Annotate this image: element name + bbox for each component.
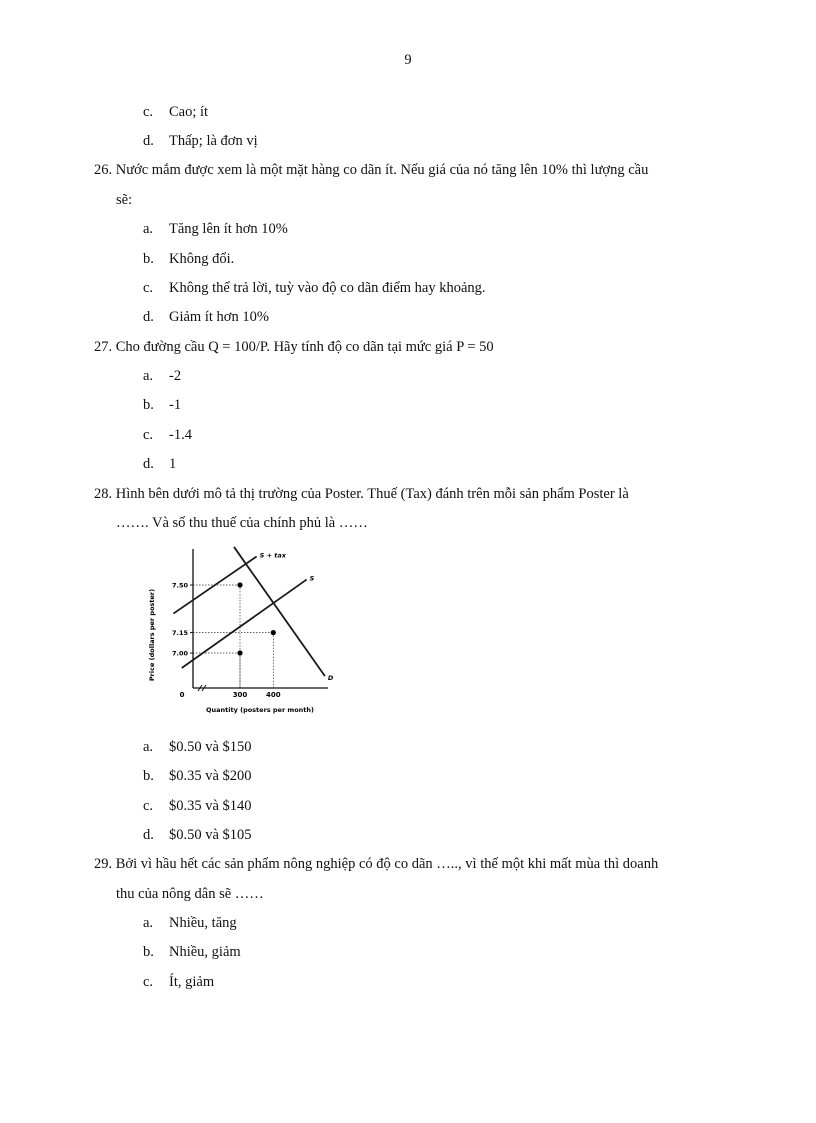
option-text: -1 <box>169 397 182 413</box>
option-text: -1.4 <box>169 427 192 443</box>
option-a <box>143 915 237 932</box>
option-text: Thấp; là đơn vị <box>169 133 258 149</box>
question-28-continued: ……. Và số thu thuế của chính phủ là …… <box>116 515 368 531</box>
equilibrium-point <box>237 582 242 587</box>
y-tick-label: 7.00 <box>171 649 188 658</box>
option-letter: d. <box>143 456 154 472</box>
option-c <box>143 798 252 815</box>
option-d <box>143 827 252 844</box>
option-text: $0.50 và $105 <box>169 827 252 843</box>
option-a <box>143 221 288 238</box>
x-tick-label: 400 <box>265 691 281 699</box>
option-text: Nhiều, tăng <box>169 915 237 931</box>
question-number: 27. <box>94 339 113 355</box>
question-number: 29. <box>94 856 113 872</box>
option-text: $0.35 và $200 <box>169 768 252 784</box>
option-a <box>143 368 181 385</box>
option-letter: c. <box>143 427 154 443</box>
question-29-continued: thu của nông dân sẽ …… <box>116 886 264 902</box>
equilibrium-point <box>271 630 276 635</box>
option-text: $0.50 và $150 <box>169 739 252 755</box>
question-number: 28. <box>94 486 113 502</box>
question-27 <box>94 339 494 356</box>
question-number: 26. <box>94 162 113 178</box>
equilibrium-point <box>237 650 242 655</box>
x-axis-label: Quantity (posters per month) <box>205 706 315 714</box>
y-tick-label: 7.15 <box>171 629 188 638</box>
series-label: S + tax <box>259 551 286 560</box>
option-letter: d. <box>143 309 154 325</box>
option-a <box>143 739 252 756</box>
option-letter: a. <box>143 915 154 931</box>
option-letter: a. <box>143 221 154 237</box>
question-28 <box>94 486 629 503</box>
origin-label: 0 <box>179 691 185 699</box>
series-label: D <box>327 674 334 683</box>
option-b <box>143 768 252 785</box>
option-c <box>143 280 486 297</box>
x-tick-label: 300 <box>232 691 248 699</box>
question-text: Nước mắm được xem là một mặt hàng co dãn ít. Nếu giá của nó tăng lên 10% thì lượng cầu <box>115 162 649 178</box>
poster-market-chart <box>140 545 340 720</box>
option-c <box>143 427 192 444</box>
page-number: 9 <box>404 52 412 68</box>
option-b <box>143 397 181 414</box>
y-tick-label: 7.50 <box>171 581 188 590</box>
option-letter: b. <box>143 397 154 413</box>
y-axis-label: Price (dollars per poster) <box>148 588 156 682</box>
question-text: Cho đường cầu Q = 100/P. Hãy tính độ co dãn tại mức giá P = 50 <box>115 339 494 355</box>
option-c <box>143 104 208 121</box>
option-text: Tăng lên ít hơn 10% <box>169 221 288 237</box>
option-text: $0.35 và $140 <box>169 798 252 814</box>
option-letter: c. <box>143 280 154 296</box>
option-letter: a. <box>143 739 154 755</box>
option-letter: d. <box>143 827 154 843</box>
question-text: Bởi vì hầu hết các sản phẩm nông nghiệp có độ co dãn ….., vì thế một khi mất mùa thì doanh <box>115 856 659 872</box>
option-text: Không đổi. <box>169 251 235 267</box>
option-d <box>143 309 269 326</box>
option-d <box>143 456 176 473</box>
question-29 <box>94 856 658 873</box>
option-letter: d. <box>143 133 154 149</box>
option-text: Nhiều, giảm <box>169 944 241 960</box>
option-letter: c. <box>143 104 154 120</box>
option-b <box>143 251 234 268</box>
option-text: 1 <box>169 456 177 472</box>
option-text: Cao; ít <box>169 104 209 120</box>
option-letter: b. <box>143 251 154 267</box>
question-26-continued: sẽ: <box>116 192 133 208</box>
series-label: S <box>309 574 315 583</box>
option-letter: b. <box>143 944 154 960</box>
option-text: -2 <box>169 368 182 384</box>
option-letter: c. <box>143 974 154 990</box>
option-text: Giảm ít hơn 10% <box>169 309 269 325</box>
series-line-d <box>234 547 325 676</box>
option-d <box>143 133 258 150</box>
question-text: Hình bên dưới mô tả thị trường của Poster. Thuế (Tax) đánh trên mỗi sản phẩm Poster là <box>115 486 629 502</box>
option-c <box>143 974 214 991</box>
option-letter: b. <box>143 768 154 784</box>
option-letter: a. <box>143 368 154 384</box>
question-26 <box>94 162 648 179</box>
option-text: Ít, giảm <box>169 974 215 990</box>
option-text: Không thể trả lời, tuỳ vào độ co dãn điểm hay khoảng. <box>169 280 486 296</box>
option-b <box>143 944 241 961</box>
option-letter: c. <box>143 798 154 814</box>
